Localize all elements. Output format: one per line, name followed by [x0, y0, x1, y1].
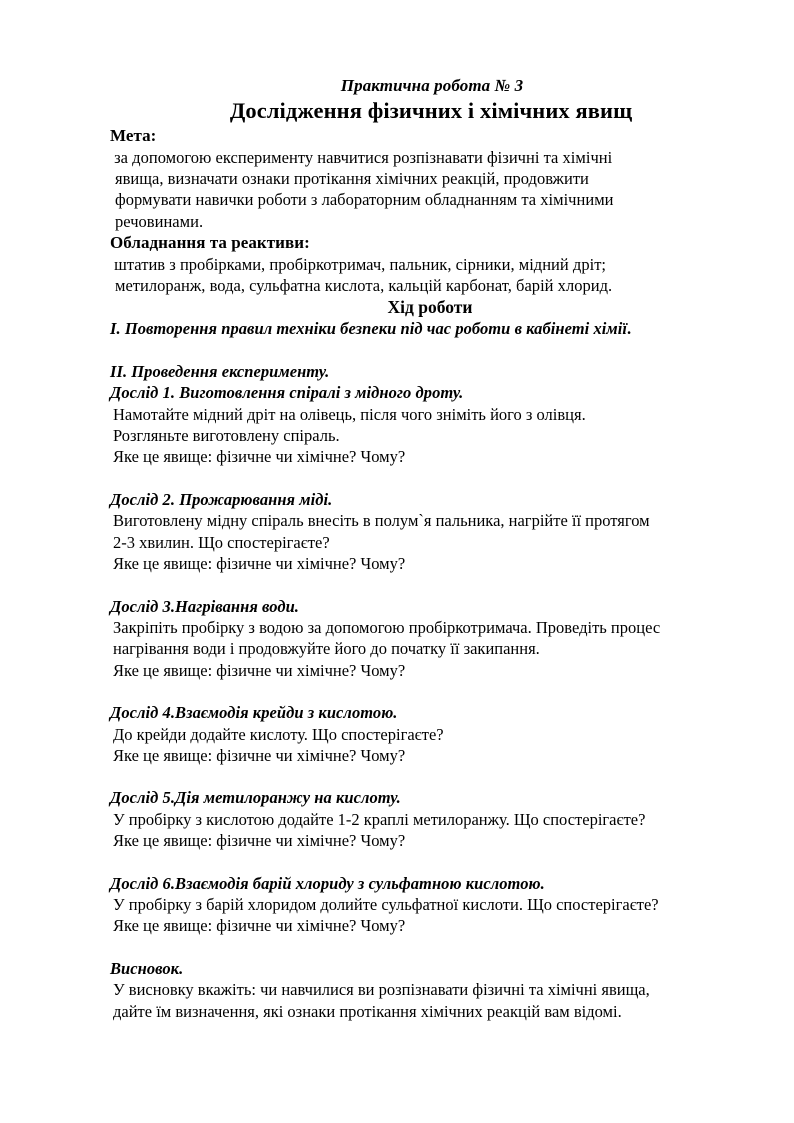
experiment-line: Намотайте мідний дріт на олівець, після чого зніміть його з олівця. [113, 404, 586, 424]
document-title-line-2: Дослідження фізичних і хімічних явищ [229, 98, 633, 123]
experiment-heading: Дослід 2. Прожарювання міді. [110, 489, 333, 509]
conclusion-block [110, 958, 746, 1022]
experiment-line: 2-3 хвилин. Що спостерігаєте? [113, 532, 330, 552]
experiment-heading: Дослід 5.Дія метилоранжу на кислоту. [110, 788, 401, 808]
experiment-line: Яке це явище: фізичне чи хімічне? Чому? [113, 916, 406, 936]
experiment-line: Закріпіть пробірку з водою за допомогою пробіркотримача. Проведіть процес [113, 617, 661, 637]
experiment-line: Виготовлену мідну спіраль внесіть в полум`я пальника, нагрійте її протягом [113, 511, 650, 531]
equipment-line: метилоранж, вода, сульфатна кислота, кальцій карбонат, барій хлорид. [115, 276, 613, 296]
goal-line: формувати навички роботи з лабораторним обладнанням та хімічними [115, 190, 614, 210]
experiment-line: Яке це явище: фізичне чи хімічне? Чому? [113, 554, 406, 574]
experiment-body [110, 894, 746, 937]
experiment-line: До крейди додайте кислоту. Що спостерігаєте? [113, 724, 444, 744]
procedure-part-1-text: I. Повторення правил техніки безпеки під час роботи в кабінеті хімії [110, 319, 628, 339]
procedure-part-2: II. Проведення експерименту. [110, 361, 330, 381]
experiment-heading: Дослід 1. Виготовлення спіралі з мідного дроту. [110, 383, 464, 403]
experiment-line: Яке це явище: фізичне чи хімічне? Чому? [113, 831, 406, 851]
experiment-body [110, 404, 746, 468]
document-body [110, 74, 746, 1022]
experiment-line: Розгляньте виготовлену спіраль. [113, 426, 340, 446]
experiment-body [110, 510, 746, 574]
experiment-heading: Дослід 6.Взаємодія барій хлориду з сульфатною кислотою. [110, 873, 545, 893]
goal-heading: Мета: [110, 126, 157, 145]
experiment-body [110, 809, 746, 852]
experiment-line: Яке це явище: фізичне чи хімічне? Чому? [113, 447, 406, 467]
conclusion-line: дайте їм визначення, які ознаки протікання хімічних реакцій вам відомі. [113, 1001, 622, 1021]
experiment-body [110, 617, 746, 681]
experiment-heading: Дослід 4.Взаємодія крейди з кислотою. [110, 703, 398, 723]
experiment-block [110, 382, 746, 468]
goal-paragraph [110, 147, 746, 233]
equipment-paragraph [110, 254, 746, 297]
conclusion-heading: Висновок. [110, 958, 184, 978]
equipment-line: штатив з пробірками, пробіркотримач, пальник, сірники, мідний дріт; [110, 254, 607, 274]
goal-line: речовинами. [115, 211, 204, 231]
procedure-heading: Хід роботи [387, 297, 473, 318]
experiment-line: Яке це явище: фізичне чи хімічне? Чому? [113, 660, 406, 680]
experiment-body [110, 724, 746, 767]
experiment-block [110, 489, 746, 575]
experiment-block [110, 873, 746, 937]
conclusion-line: У висновку вкажіть: чи навчилися ви розпізнавати фізичні та хімічні явища, [113, 980, 650, 1000]
conclusion-body [110, 979, 746, 1022]
experiment-block [110, 596, 746, 682]
experiment-heading: Дослід 3.Нагрівання води. [110, 596, 299, 616]
experiment-line: нагрівання води і продовжуйте його до початку її закипання. [113, 639, 540, 659]
experiment-line: Яке це явище: фізичне чи хімічне? Чому? [113, 745, 406, 765]
goal-line: за допомогою експерименту навчитися розпізнавати фізичні та хімічні [110, 147, 613, 167]
procedure-part-1-period: . [627, 319, 632, 339]
experiment-line: У пробірку з барій хлоридом долийте сульфатної кислоти. Що спостерігаєте? [113, 894, 659, 914]
goal-line: явища, визначати ознаки протікання хімічних реакцій, продовжити [115, 168, 589, 188]
experiment-block [110, 702, 746, 766]
equipment-heading: Обладнання та реактиви: [110, 233, 310, 253]
procedure-part-1 [110, 318, 746, 339]
paragraph-spacer [110, 340, 746, 361]
document-title-line-1: Практична робота № 3 [340, 76, 524, 95]
experiment-block [110, 787, 746, 851]
experiment-line: У пробірку з кислотою додайте 1-2 краплі метилоранжу. Що спостерігаєте? [113, 809, 646, 829]
